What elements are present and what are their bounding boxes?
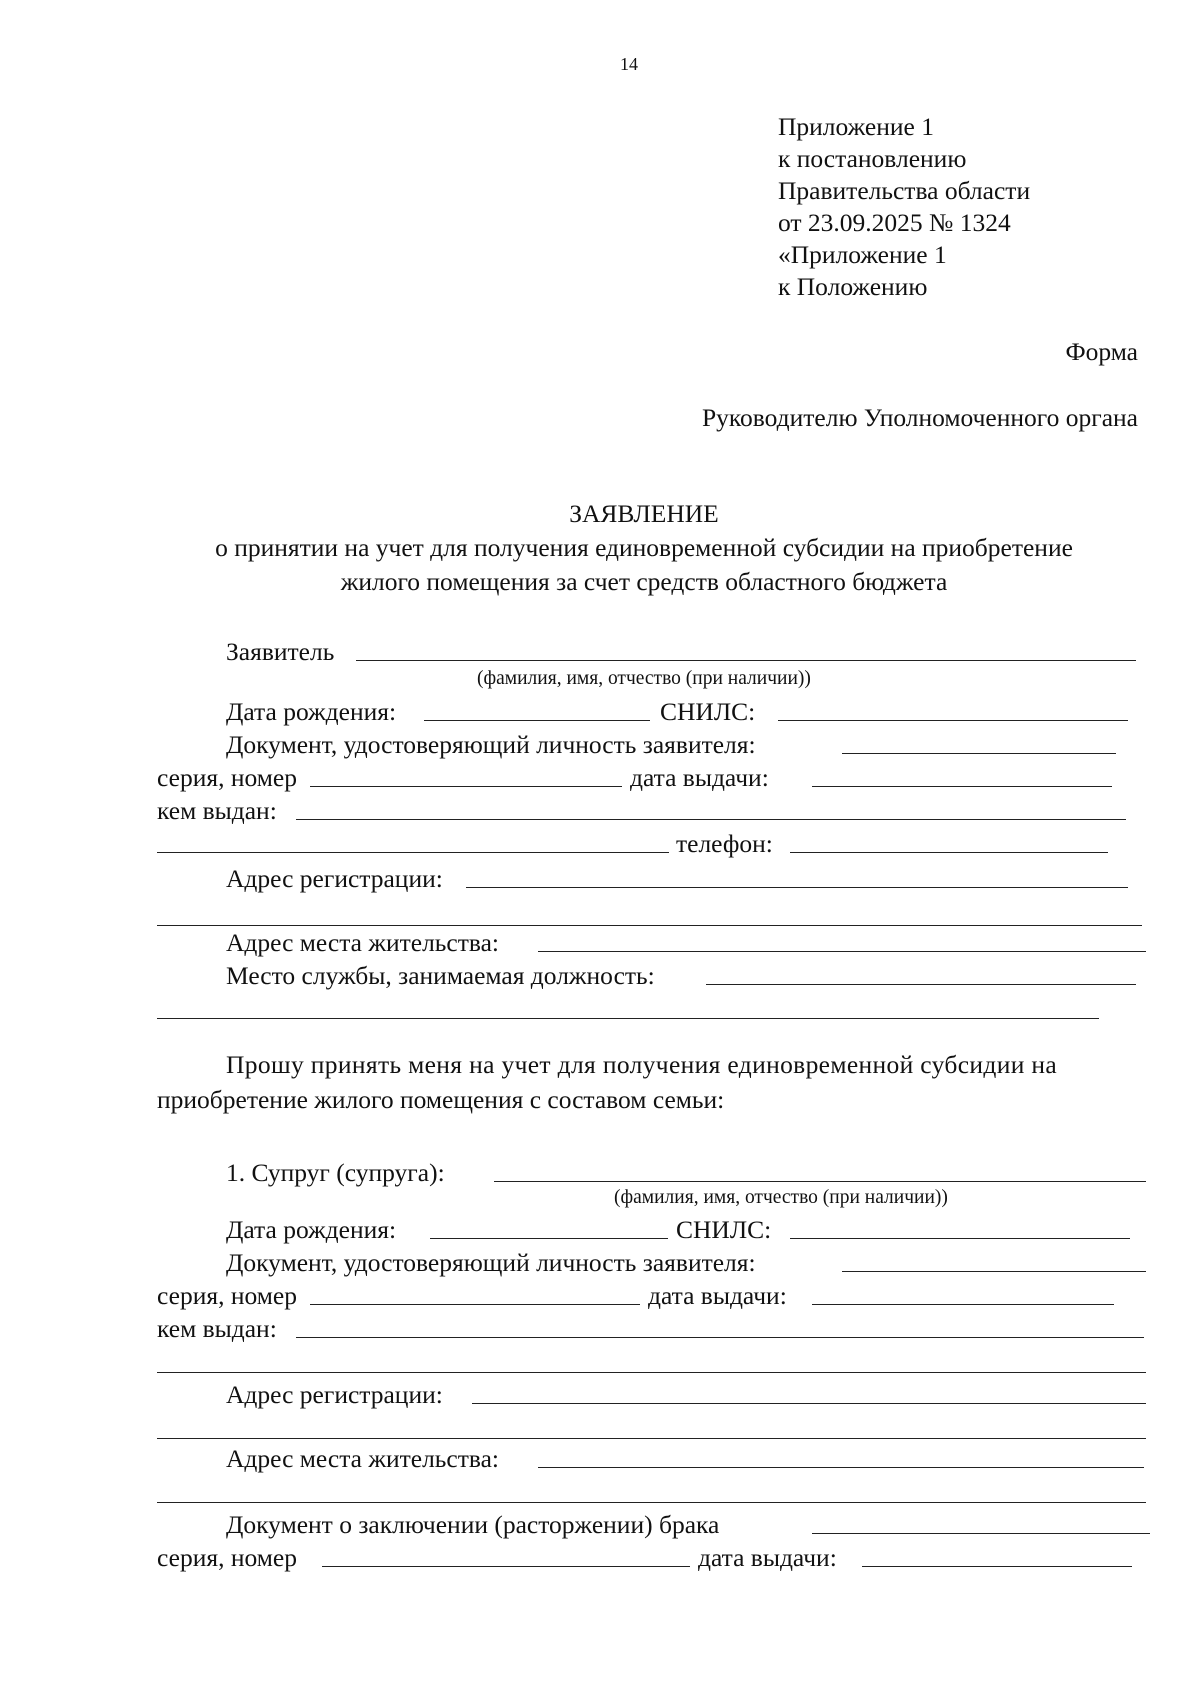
annex-line-2: к постановлению xyxy=(778,144,967,173)
annex-line-3: Правительства области xyxy=(778,176,1031,205)
spouse-snils-label: СНИЛС: xyxy=(676,1215,772,1244)
applicant-phone-field[interactable] xyxy=(790,852,1108,853)
spouse-fio-hint: (фамилия, имя, отчество (при наличии)) xyxy=(614,1187,948,1208)
spouse-series-number-2-field[interactable] xyxy=(322,1566,690,1567)
applicant-series-number-field[interactable] xyxy=(310,786,622,787)
applicant-fio-field[interactable] xyxy=(356,660,1136,661)
annex-line-5: «Приложение 1 xyxy=(778,240,947,269)
spouse-issue-date-2-label: дата выдачи: xyxy=(698,1543,837,1572)
applicant-snils-field[interactable] xyxy=(778,720,1128,721)
spouse-residence-field[interactable] xyxy=(538,1467,1144,1468)
applicant-issue-date-label: дата выдачи: xyxy=(630,763,769,792)
applicant-birth-date-label: Дата рождения: xyxy=(226,697,397,726)
applicant-reg-address-field-2[interactable] xyxy=(157,925,1142,926)
applicant-reg-address-label: Адрес регистрации: xyxy=(226,864,443,893)
document-title: ЗАЯВЛЕНИЕ xyxy=(569,499,719,528)
annex-line-1: Приложение 1 xyxy=(778,112,934,141)
spouse-reg-address-field[interactable] xyxy=(472,1403,1146,1404)
applicant-residence-label: Адрес места жительства: xyxy=(226,928,499,957)
spouse-issued-by-field[interactable] xyxy=(296,1337,1144,1338)
applicant-id-doc-field[interactable] xyxy=(842,753,1116,754)
request-line-2: приобретение жилого помещения с составом семьи: xyxy=(157,1085,725,1114)
spouse-series-number-field[interactable] xyxy=(310,1304,640,1305)
applicant-service-field-2[interactable] xyxy=(157,1018,1099,1019)
addressee: Руководителю Уполномоченного органа xyxy=(701,403,1138,432)
spouse-issued-by-field-2[interactable] xyxy=(157,1372,1146,1373)
applicant-issued-by-label: кем выдан: xyxy=(157,796,277,825)
applicant-service-label: Место службы, занимаемая должность: xyxy=(226,961,655,990)
spouse-birth-date-field[interactable] xyxy=(430,1238,668,1239)
document-subtitle-line-1: о принятии на учет для получения единовременной субсидии на приобретение xyxy=(215,533,1073,562)
applicant-snils-label: СНИЛС: xyxy=(660,697,756,726)
spouse-issued-by-label: кем выдан: xyxy=(157,1314,277,1343)
spouse-issue-date-field[interactable] xyxy=(812,1304,1114,1305)
spouse-label: 1. Супруг (супруга): xyxy=(226,1158,445,1187)
spouse-reg-address-field-2[interactable] xyxy=(157,1438,1146,1439)
spouse-series-number-2-label: серия, номер xyxy=(157,1543,297,1572)
applicant-series-number-label: серия, номер xyxy=(157,763,297,792)
spouse-residence-field-2[interactable] xyxy=(157,1502,1146,1503)
applicant-issue-date-field[interactable] xyxy=(812,786,1112,787)
spouse-series-number-label: серия, номер xyxy=(157,1281,297,1310)
applicant-reg-address-field[interactable] xyxy=(466,887,1128,888)
annex-line-4: от 23.09.2025 № 1324 xyxy=(778,208,1011,237)
spouse-issue-date-label: дата выдачи: xyxy=(648,1281,787,1310)
applicant-id-doc-label: Документ, удостоверяющий личность заявителя: xyxy=(226,730,756,759)
form-label: Форма xyxy=(1065,337,1138,366)
spouse-id-doc-field[interactable] xyxy=(842,1271,1146,1272)
spouse-residence-label: Адрес места жительства: xyxy=(226,1444,499,1473)
request-line-1: Прошу принять меня на учет для получения единовременной субсидии на xyxy=(226,1050,1058,1079)
applicant-label: Заявитель xyxy=(226,637,335,666)
spouse-id-doc-label: Документ, удостоверяющий личность заявителя: xyxy=(226,1248,756,1277)
applicant-issued-by-field-2[interactable] xyxy=(157,852,669,853)
annex-line-6: к Положению xyxy=(778,272,928,301)
applicant-fio-hint: (фамилия, имя, отчество (при наличии)) xyxy=(477,668,811,689)
applicant-service-field[interactable] xyxy=(706,984,1136,985)
spouse-marriage-doc-field[interactable] xyxy=(812,1533,1150,1534)
spouse-issue-date-2-field[interactable] xyxy=(862,1566,1132,1567)
page-number: 14 xyxy=(620,54,638,74)
document-subtitle-line-2: жилого помещения за счет средств областного бюджета xyxy=(340,567,948,596)
spouse-fio-field[interactable] xyxy=(494,1181,1146,1182)
spouse-marriage-doc-label: Документ о заключении (расторжении) брака xyxy=(226,1510,720,1539)
spouse-snils-field[interactable] xyxy=(790,1238,1130,1239)
applicant-phone-label: телефон: xyxy=(676,829,773,858)
applicant-birth-date-field[interactable] xyxy=(424,720,650,721)
spouse-birth-date-label: Дата рождения: xyxy=(226,1215,397,1244)
applicant-issued-by-field[interactable] xyxy=(296,819,1126,820)
applicant-residence-field[interactable] xyxy=(538,951,1146,952)
spouse-reg-address-label: Адрес регистрации: xyxy=(226,1380,443,1409)
